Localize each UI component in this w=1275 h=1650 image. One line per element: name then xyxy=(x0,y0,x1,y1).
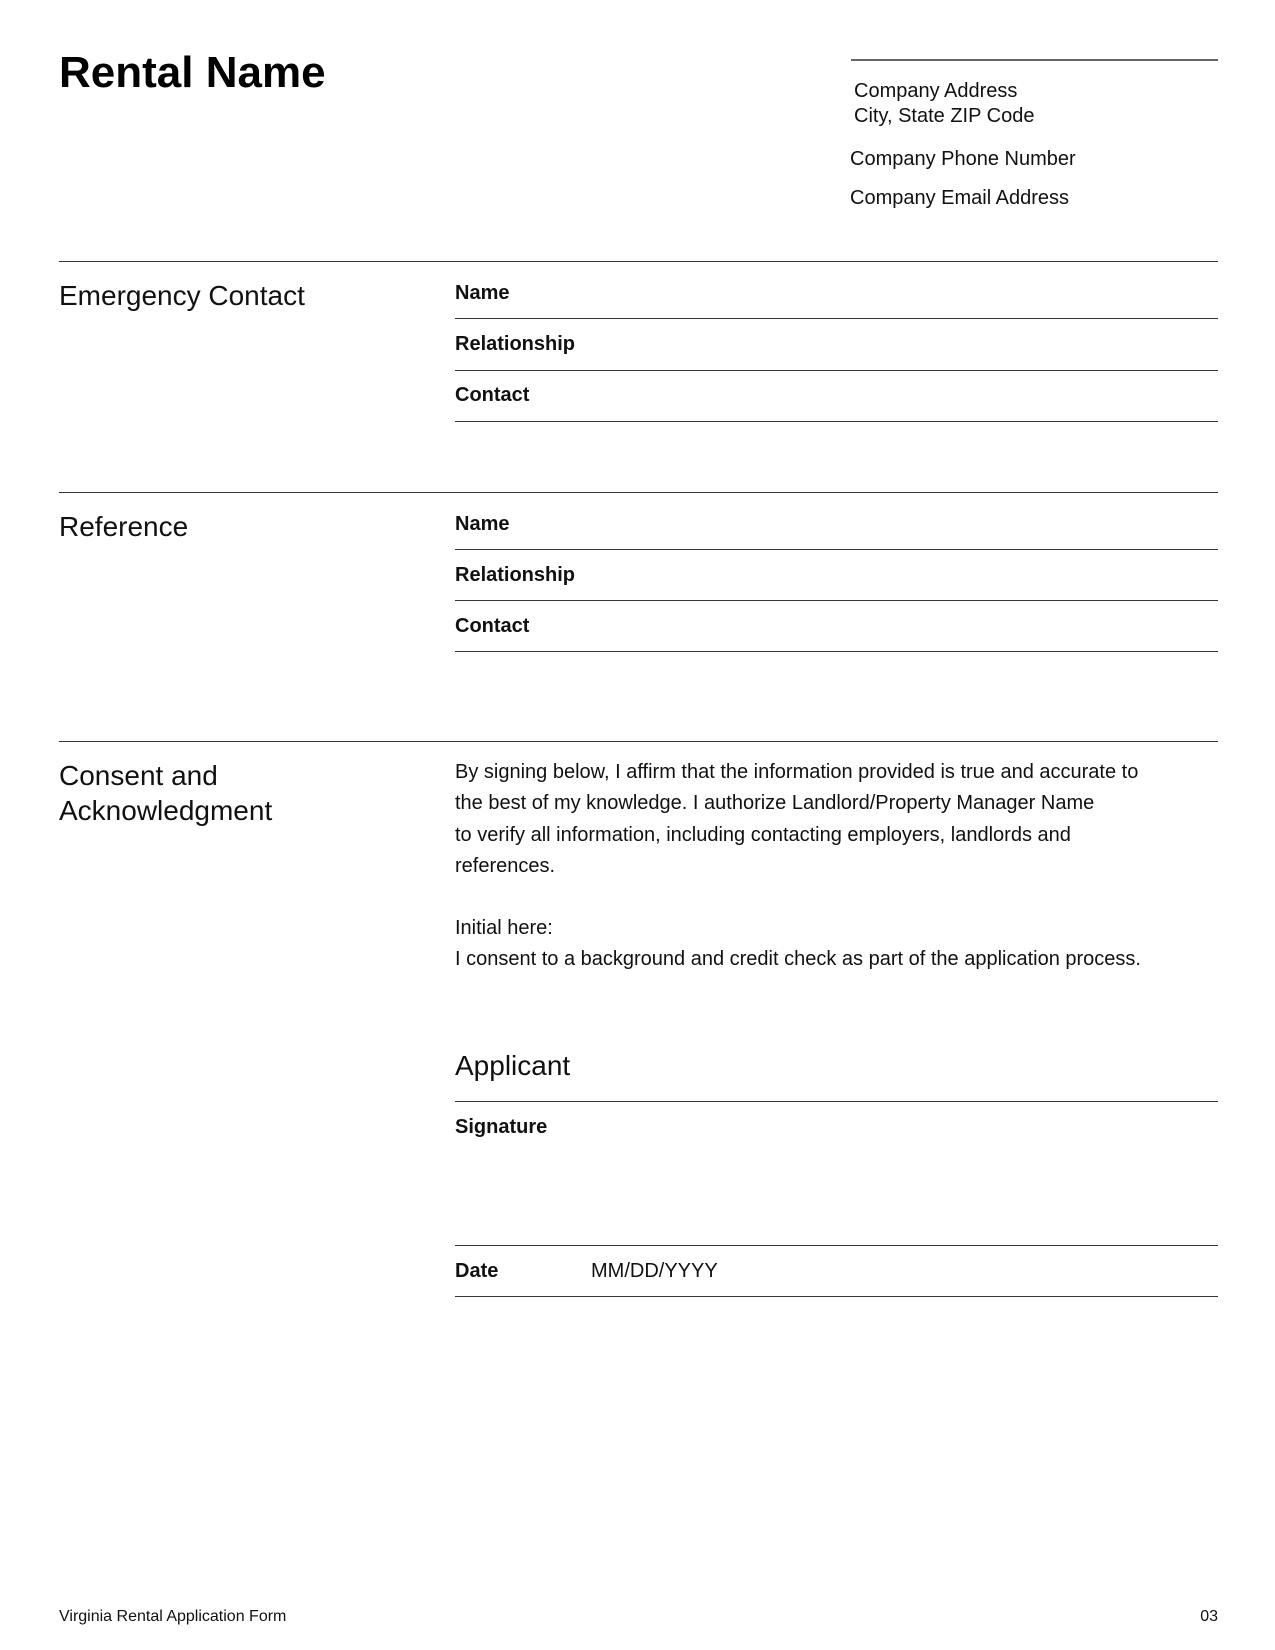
emergency-contact-heading: Emergency Contact xyxy=(59,280,305,311)
field-line xyxy=(455,600,1218,601)
field-line xyxy=(455,370,1218,371)
consent-heading xyxy=(59,758,272,828)
header-divider xyxy=(851,59,1218,61)
company-address: Company Address xyxy=(854,80,1018,102)
reference-relationship-field[interactable]: Relationship xyxy=(455,564,576,586)
consent-paragraph xyxy=(455,757,1215,976)
reference-heading: Reference xyxy=(59,511,189,542)
emergency-contact-field[interactable]: Contact xyxy=(455,384,530,406)
footer-form-name: Virginia Rental Application Form xyxy=(59,1608,287,1625)
field-line xyxy=(455,549,1218,550)
emergency-relationship-field[interactable]: Relationship xyxy=(455,333,576,355)
city-state-zip: City, State ZIP Code xyxy=(854,105,1035,127)
field-line xyxy=(455,318,1218,319)
consent-text-line xyxy=(455,788,1215,819)
field-line xyxy=(455,1101,1218,1102)
date-label: Date xyxy=(455,1260,499,1282)
field-line xyxy=(455,421,1218,422)
background-check-consent: I consent to a background and credit check as part of the application process. xyxy=(455,948,1141,971)
section-divider xyxy=(59,741,1218,742)
initial-here-field[interactable]: Initial here: xyxy=(455,917,553,940)
consent-text-line: By signing below, I affirm that the information provided is true and accurate to xyxy=(455,761,1139,783)
applicant-heading: Applicant xyxy=(455,1050,571,1081)
company-phone: Company Phone Number xyxy=(850,148,1076,170)
signature-field[interactable]: Signature xyxy=(455,1116,548,1138)
reference-contact-field[interactable]: Contact xyxy=(455,615,530,637)
emergency-name-field[interactable]: Name xyxy=(455,282,510,304)
consent-text-line: references. xyxy=(455,854,556,877)
consent-text: the best of my knowledge. I authorize xyxy=(455,792,792,815)
landlord-name-field[interactable]: Landlord/Property Manager Name xyxy=(791,792,1095,815)
page-number: 03 xyxy=(1200,1608,1218,1625)
section-divider xyxy=(59,492,1218,493)
date-field[interactable]: MM/DD/YYYY xyxy=(591,1260,718,1282)
field-line xyxy=(455,1245,1218,1246)
field-line xyxy=(455,651,1218,652)
company-address-block xyxy=(854,79,1034,129)
consent-heading-line2: Acknowledgment xyxy=(59,795,273,826)
section-divider xyxy=(59,261,1218,262)
field-line xyxy=(455,1296,1218,1297)
consent-heading-line1: Consent and xyxy=(59,760,218,791)
company-email: Company Email Address xyxy=(850,187,1069,209)
consent-text-line: to verify all information, including contacting employers, landlords and xyxy=(455,823,1071,846)
rental-name-title: Rental Name xyxy=(59,48,326,97)
reference-name-field[interactable]: Name xyxy=(455,513,510,535)
